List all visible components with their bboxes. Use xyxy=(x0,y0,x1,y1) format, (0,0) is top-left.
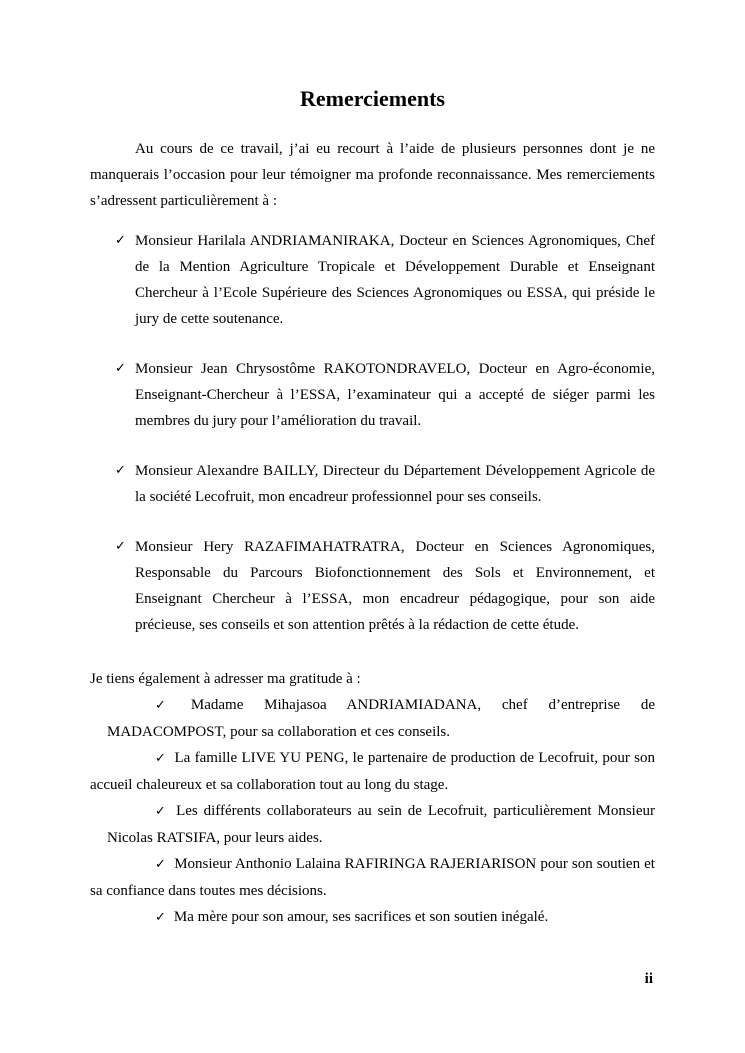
list-item-text: Madame Mihajasoa ANDRIAMIADANA, chef d’entreprise de MADACOMPOST, pour sa collaboration et ces conseils. xyxy=(107,697,655,740)
checkmark-bullet-icon: ✓ xyxy=(155,804,169,819)
list-item xyxy=(90,745,655,798)
checkmark-bullet-icon: ✓ xyxy=(155,910,166,925)
checkmark-bullet-icon: ✓ xyxy=(115,539,126,554)
checkmark-bullet-icon: ✓ xyxy=(115,463,126,478)
intro-paragraph: Au cours de ce travail, j’ai eu recourt à l’aide de plusieurs personnes dont je ne manquerais l’occasion pour leur témoigner ma profonde reconnaissance. Mes remerciements s’adressent particulièrement à : xyxy=(90,141,655,209)
list-item xyxy=(90,904,655,931)
list-item-text: Monsieur Harilala ANDRIAMANIRAKA, Docteur en Sciences Agronomiques, Chef de la Mention Agriculture Tropicale et Développement Durable et Enseignant Chercheur à l’Ecole Supérieure des Sciences Agronomiques ou ESSA, qui préside le jury de cette soutenance. xyxy=(135,233,655,327)
checkmark-bullet-icon: ✓ xyxy=(155,751,167,766)
jury-acknowledgement-list xyxy=(90,228,655,638)
list-item-text: Les différents collaborateurs au sein de Lecofruit, particulièrement Monsieur Nicolas RATSIFA, pour leurs aides. xyxy=(107,803,655,846)
checkmark-bullet-icon: ✓ xyxy=(115,233,126,248)
list-item-text: Monsieur Jean Chrysostôme RAKOTONDRAVELO, Docteur en Agro-économie, Enseignant-Chercheur à l’ESSA, l’examinateur qui a accepté de siéger parmi les membres du jury pour l’amélioration du travail. xyxy=(135,361,655,429)
list-item xyxy=(115,534,655,638)
checkmark-bullet-icon: ✓ xyxy=(155,857,167,872)
list-item-text: Monsieur Anthonio Lalaina RAFIRINGA RAJERIARISON pour son soutien et sa confiance dans toutes mes décisions. xyxy=(90,856,655,899)
list-item xyxy=(90,851,655,904)
checkmark-bullet-icon: ✓ xyxy=(155,698,183,713)
gratitude-list xyxy=(90,692,655,931)
list-item-text: Ma mère pour son amour, ses sacrifices et son soutien inégalé. xyxy=(173,909,549,925)
list-item-text: La famille LIVE YU PENG, le partenaire de production de Lecofruit, pour son accueil chaleureux et sa collaboration tout au long du stage. xyxy=(90,750,655,793)
list-item xyxy=(115,458,655,510)
checkmark-bullet-icon: ✓ xyxy=(115,361,126,376)
list-item-text: Monsieur Alexandre BAILLY, Directeur du Département Développement Agricole de la société Lecofruit, mon encadreur professionnel pour ses conseils. xyxy=(135,463,655,505)
list-item xyxy=(115,356,655,434)
gratitude-intro: Je tiens également à adresser ma gratitude à : xyxy=(90,671,361,687)
list-item xyxy=(90,692,655,745)
list-item xyxy=(90,798,655,851)
page-number: ii xyxy=(644,971,653,987)
list-item xyxy=(115,228,655,332)
page-title: Remerciements xyxy=(300,86,445,111)
list-item-text: Monsieur Hery RAZAFIMAHATRATRA, Docteur en Sciences Agronomiques, Responsable du Parcours Biofonctionnement des Sols et Environnement, et Enseignant Chercheur à l’ESSA, mon encadreur pédagogique, pour son aide précieuse, ses conseils et son attention prêtés à la rédaction de cette étude. xyxy=(135,539,655,633)
